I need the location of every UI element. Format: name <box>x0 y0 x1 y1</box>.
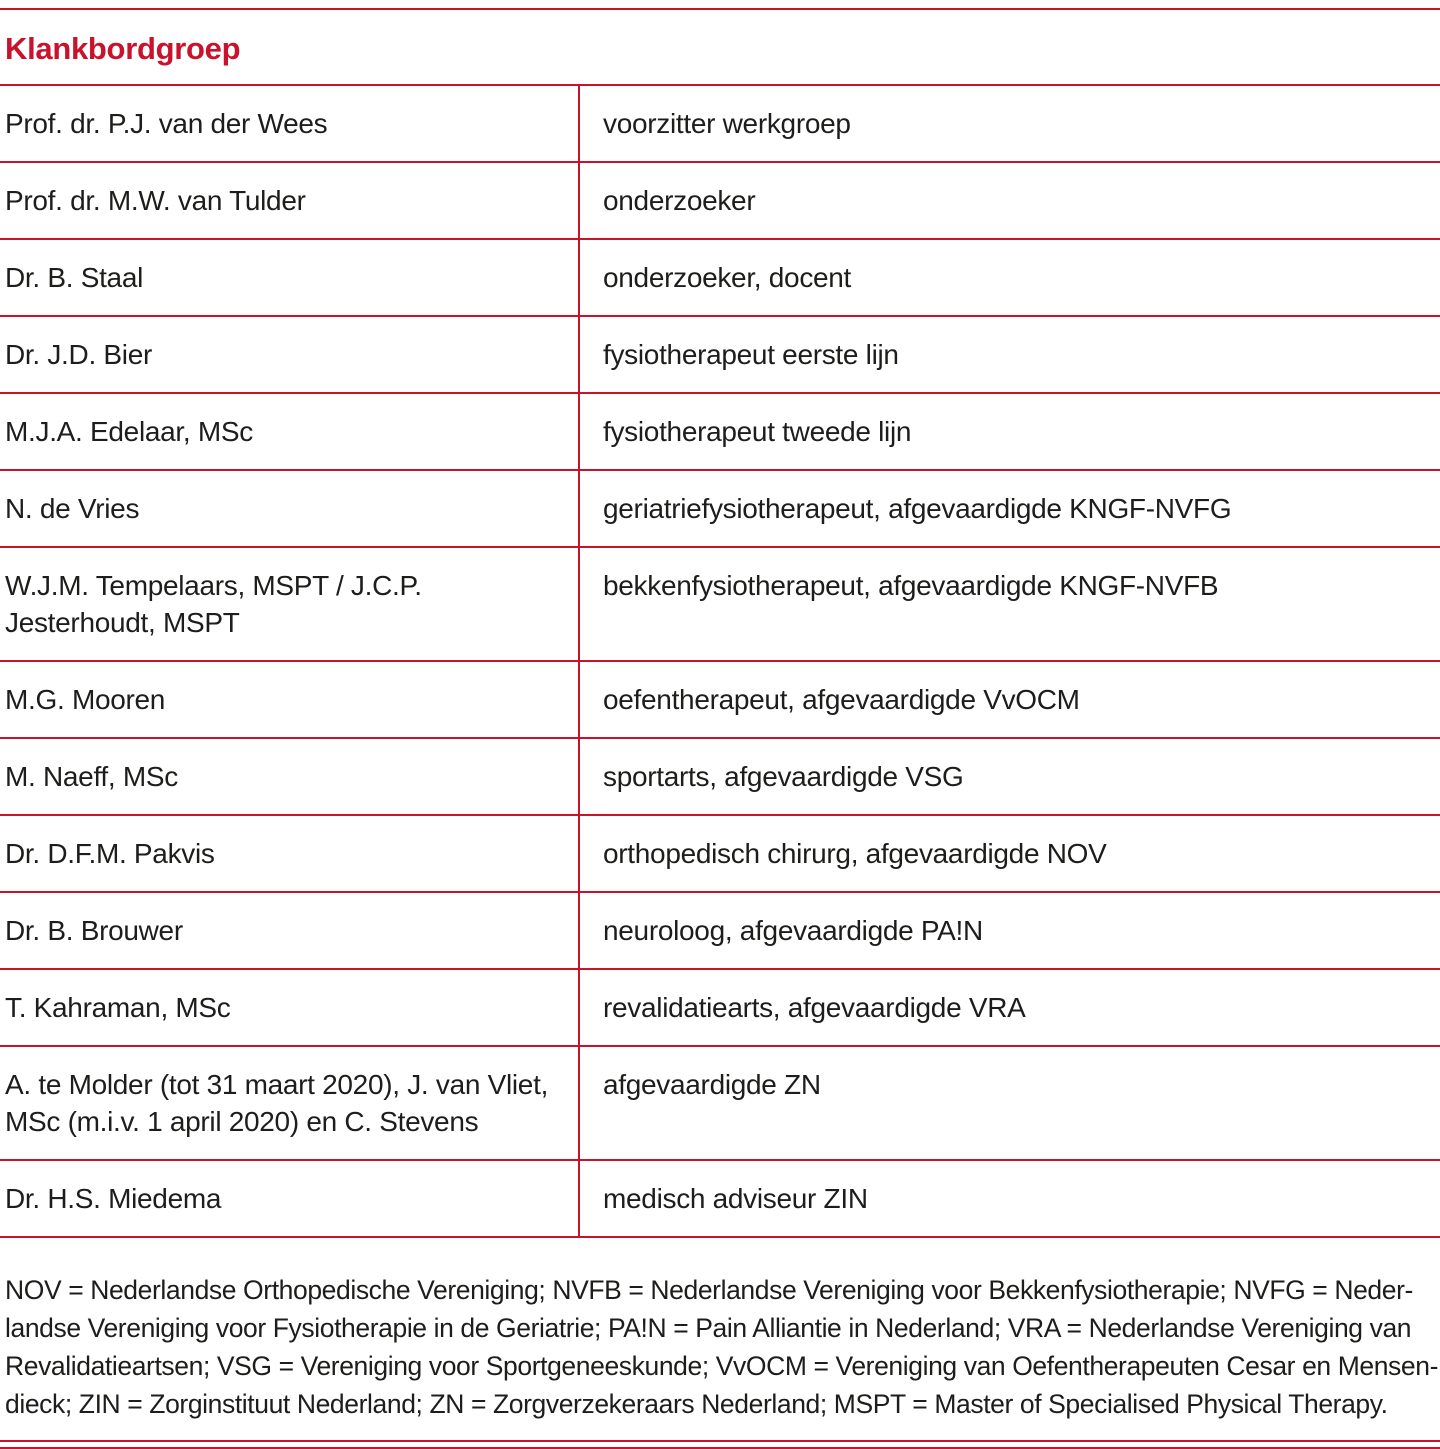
member-role: onderzoeker <box>578 163 1440 238</box>
member-name: Dr. H.S. Miedema <box>5 1183 222 1214</box>
table-row <box>0 739 1440 816</box>
document-page <box>0 8 1440 1443</box>
member-name: Dr. B. Brouwer <box>5 915 183 946</box>
abbreviations-footnote <box>0 1271 1440 1423</box>
table-title: Klankbordgroep <box>5 31 241 66</box>
member-name: Dr. D.F.M. Pakvis <box>5 838 215 869</box>
klankbordgroep-table <box>0 84 1440 1238</box>
member-role: medisch adviseur ZIN <box>578 1161 1440 1236</box>
member-name: M.J.A. Edelaar, MSc <box>5 416 253 447</box>
member-name: Prof. dr. P.J. van der Wees <box>5 108 328 139</box>
table-row <box>0 86 1440 163</box>
member-role: voorzitter werkgroep <box>578 86 1440 161</box>
member-role: bekkenfysiotherapeut, afgevaardigde KNGF-NVFB <box>578 548 1440 660</box>
table-row <box>0 317 1440 394</box>
table-row <box>0 662 1440 739</box>
member-name: M. Naeff, MSc <box>5 761 178 792</box>
member-role: orthopedisch chirurg, afgevaardigde NOV <box>578 816 1440 891</box>
member-role: fysiotherapeut tweede lijn <box>578 394 1440 469</box>
bottom-double-rule <box>0 1440 1440 1449</box>
member-role: neuroloog, afgevaardigde PA!N <box>578 893 1440 968</box>
table-row <box>0 548 1440 662</box>
member-name: W.J.M. Tempelaars, MSPT / J.C.P. Jesterhoudt, MSPT <box>5 570 422 638</box>
member-role: onderzoeker, docent <box>578 240 1440 315</box>
table-row <box>0 240 1440 317</box>
member-role: afgevaardigde ZN <box>578 1047 1440 1159</box>
footnote-line: NOV = Nederlandse Orthopedische Vereniging; NVFB = Nederlandse Vereniging voor Bekkenfysiotherapie; NVFG = Neder- <box>5 1275 1413 1305</box>
member-name: Prof. dr. M.W. van Tulder <box>5 185 306 216</box>
table-row <box>0 471 1440 548</box>
footnote-line: dieck; ZIN = Zorginstituut Nederland; ZN = Zorgverzekeraars Nederland; MSPT = Master of Specialised Physical Therapy. <box>5 1389 1388 1419</box>
footnote-line: landse Vereniging voor Fysiotherapie in de Geriatrie; PA!N = Pain Alliantie in Nederland; VRA = Nederlandse Vereniging van <box>5 1313 1412 1343</box>
member-name: A. te Molder (tot 31 maart 2020), J. van Vliet, MSc (m.i.v. 1 april 2020) en C. Stevens <box>5 1069 549 1137</box>
member-role: revalidatiearts, afgevaardigde VRA <box>578 970 1440 1045</box>
member-name: Dr. J.D. Bier <box>5 339 153 370</box>
member-name: T. Kahraman, MSc <box>5 992 231 1023</box>
table-row <box>0 163 1440 240</box>
member-name: N. de Vries <box>5 493 140 524</box>
table-row <box>0 1161 1440 1236</box>
member-name: M.G. Mooren <box>5 684 166 715</box>
member-name: Dr. B. Staal <box>5 262 144 293</box>
table-row <box>0 970 1440 1047</box>
member-role: geriatriefysiotherapeut, afgevaardigde KNGF-NVFG <box>578 471 1440 546</box>
table-row <box>0 893 1440 970</box>
table-row <box>0 394 1440 471</box>
member-role: oefentherapeut, afgevaardigde VvOCM <box>578 662 1440 737</box>
table-row <box>0 816 1440 893</box>
footnote-line: Revalidatieartsen; VSG = Vereniging voor Sportgeneeskunde; VvOCM = Vereniging van Oefentherapeuten Cesar en Mensen- <box>5 1351 1439 1381</box>
member-role: fysiotherapeut eerste lijn <box>578 317 1440 392</box>
member-role: sportarts, afgevaardigde VSG <box>578 739 1440 814</box>
table-row <box>0 1047 1440 1161</box>
